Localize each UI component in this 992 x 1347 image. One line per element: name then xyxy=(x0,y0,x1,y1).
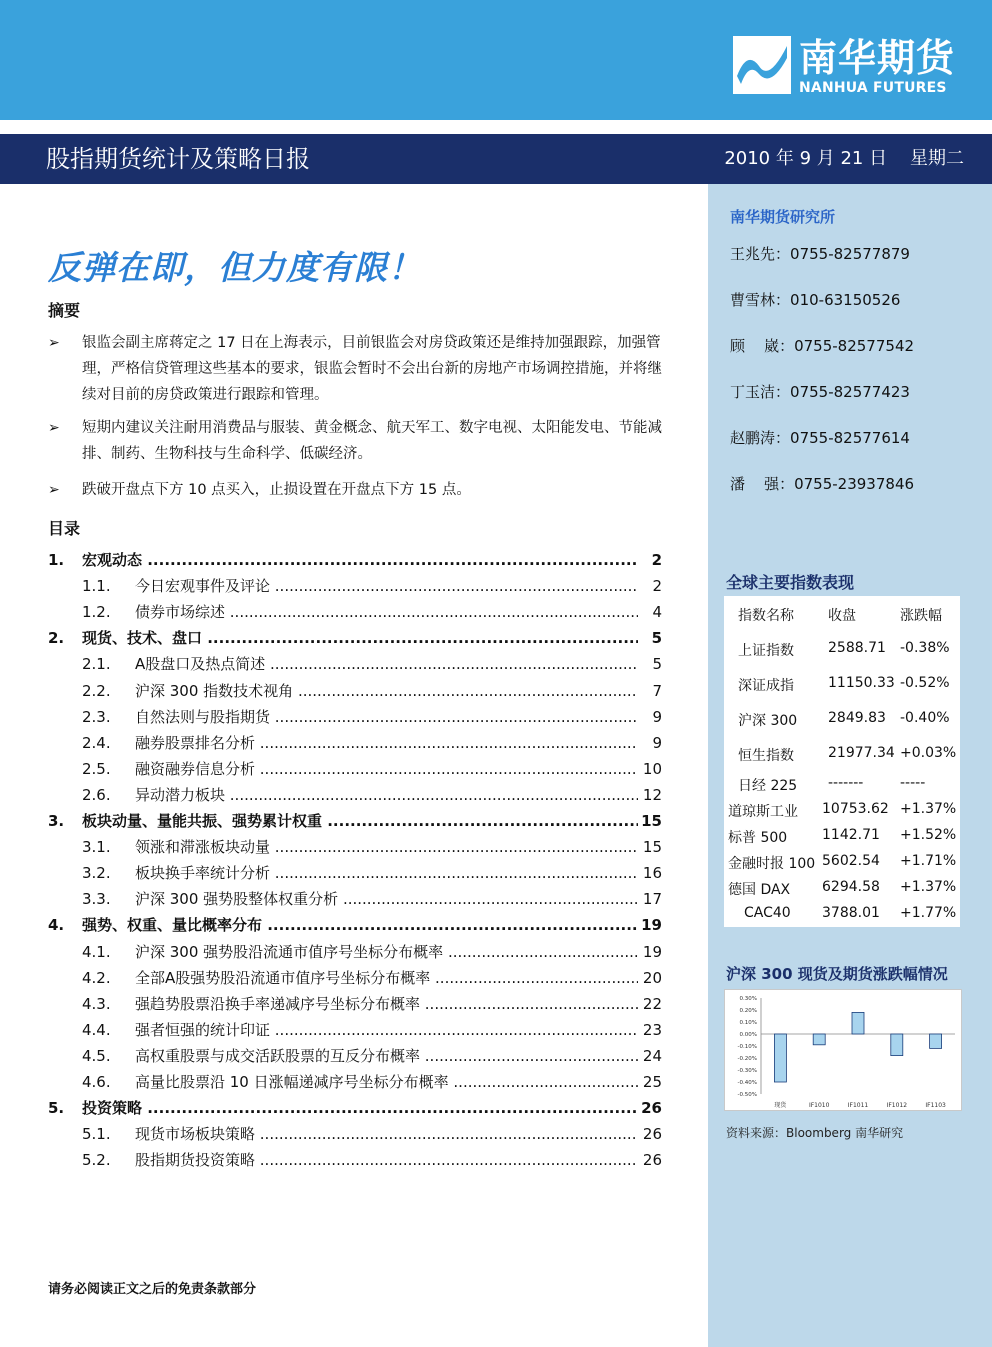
table-row xyxy=(724,797,960,823)
toc-title: 板块换手率统计分析 ..... xyxy=(135,861,638,885)
table-row xyxy=(724,823,960,849)
table-cell: -0.40% xyxy=(900,710,950,726)
nanhua-logo-icon xyxy=(733,36,791,94)
table-cell: -0.52% xyxy=(900,675,950,691)
toc-page-number: 15 xyxy=(641,835,662,859)
chart-bar xyxy=(891,1034,903,1056)
table-cell: 上证指数 xyxy=(738,643,794,659)
toc-entry[interactable] xyxy=(48,992,662,1016)
table-cell: 标普 500 xyxy=(728,830,788,846)
contact-phone: 0755-82577879 xyxy=(790,245,910,263)
toc-title: 融券股票排名分析 ..... xyxy=(135,731,638,755)
table-cell: +1.52% xyxy=(900,827,957,843)
table-cell: 2849.83 xyxy=(828,710,886,726)
chart-bar xyxy=(930,1034,942,1048)
contact-name: 丁玉洁 xyxy=(730,383,776,401)
contact-item: 赵鹏涛：0755-82577614 xyxy=(730,429,910,447)
toc-title: 强者恒强的统计印证 ..... xyxy=(135,1018,638,1042)
toc-entry[interactable] xyxy=(48,626,662,650)
toc-entry[interactable] xyxy=(48,600,662,624)
table-cell: 11150.33 xyxy=(828,675,895,691)
toc-number: 4.1. xyxy=(82,943,111,961)
table-cell: 1142.71 xyxy=(822,827,880,843)
institute-name: 南华期货研究所 xyxy=(730,208,836,226)
toc-entry[interactable] xyxy=(48,679,662,703)
toc-entry[interactable] xyxy=(48,1044,662,1068)
table-cell: 德国 DAX xyxy=(728,882,791,898)
global-index-title: 全球主要指数表现 xyxy=(726,573,855,592)
toc-number: 4. xyxy=(48,916,65,934)
summary-bullet xyxy=(48,330,668,408)
toc-entry[interactable] xyxy=(48,1122,662,1146)
disclaimer-note: 请务必阅读正文之后的免责条款部分 xyxy=(48,1282,257,1297)
toc-number: 3.1. xyxy=(82,838,111,856)
title-band xyxy=(0,134,992,184)
toc-title: 现货、技术、盘口 ..... xyxy=(82,626,638,650)
toc-page-number: 10 xyxy=(641,757,662,781)
toc-number: 4.2. xyxy=(82,969,111,987)
table-cell: ------- xyxy=(828,775,864,791)
toc-title: 投资策略 ..... xyxy=(82,1096,638,1120)
toc-number: 3. xyxy=(48,812,65,830)
toc-title: 现货市场板块策略 ..... xyxy=(135,1122,638,1146)
toc-title: 沪深 300 强势股沿流通市值序号坐标分布概率 ..... xyxy=(135,940,638,964)
toc-number: 5. xyxy=(48,1099,65,1117)
toc-entry[interactable] xyxy=(48,887,662,911)
toc-entry[interactable] xyxy=(48,783,662,807)
table-cell: +0.03% xyxy=(900,745,957,761)
toc-page-number: 19 xyxy=(639,913,662,937)
contact-name: 赵鹏涛 xyxy=(730,429,776,447)
table-row xyxy=(724,875,960,901)
contact-name: 顾 崴 xyxy=(730,337,780,355)
toc-title: 高量比股票沿 10 日涨幅递减序号坐标分布概率 ..... xyxy=(135,1070,638,1094)
toc-number: 1.1. xyxy=(82,577,111,595)
summary-bullet xyxy=(48,477,668,503)
chart-bar xyxy=(852,1012,864,1034)
toc-title: A股盘口及热点简述 ..... xyxy=(135,652,638,676)
toc-number: 4.3. xyxy=(82,995,111,1013)
contact-phone: 0755-82577423 xyxy=(790,383,910,401)
y-tick-label: -0.10% xyxy=(737,1044,757,1050)
toc-page-number: 9 xyxy=(650,731,662,755)
y-tick-label: 0.30% xyxy=(739,996,757,1002)
table-header-cell: 收盘 xyxy=(828,608,856,624)
table-cell: +1.37% xyxy=(900,801,957,817)
table-cell: +1.37% xyxy=(900,879,957,895)
table-header-row xyxy=(724,596,960,631)
summary-bullet xyxy=(48,415,668,467)
report-date: 2010 年 9 月 21 日 星期二 xyxy=(724,148,964,169)
toc-heading: 目录 xyxy=(48,519,81,538)
toc-page-number: 5 xyxy=(650,652,662,676)
toc-entry[interactable] xyxy=(48,1018,662,1042)
toc-title: 沪深 300 强势股整体权重分析 ..... xyxy=(135,887,638,911)
toc-entry[interactable] xyxy=(48,574,662,598)
table-cell: +1.71% xyxy=(900,853,957,869)
contact-item: 顾 崴：0755-82577542 xyxy=(730,337,915,355)
toc-entry[interactable] xyxy=(48,548,662,572)
table-cell: 道琼斯工业 xyxy=(728,804,798,820)
global-index-table xyxy=(724,596,960,927)
toc-title: 高权重股票与成交活跃股票的互反分布概率 ..... xyxy=(135,1044,638,1068)
toc-title: 领涨和滞涨板块动量 ..... xyxy=(135,835,638,859)
brand-name-en: NANHUA FUTURES xyxy=(799,80,947,96)
table-cell: -0.38% xyxy=(900,640,950,656)
toc-entry[interactable] xyxy=(48,1148,662,1172)
table-cell: 恒生指数 xyxy=(738,748,794,764)
bullet-text: 银监会副主席蒋定之 17 日在上海表示，目前银监会对房贷政策还是维持加强跟踪，加强管理，严格信贷管理这些基本的要求，银监会暂时不会出台新的房地产市场调控措施，并将继续对目前的房贷政策进行跟踪和管理。 xyxy=(82,335,662,403)
toc-title: 强势、权重、量比概率分布 ..... xyxy=(82,913,638,937)
table-row xyxy=(724,701,960,736)
toc-page-number: 25 xyxy=(641,1070,662,1094)
toc-page-number: 15 xyxy=(639,809,662,833)
y-tick-label: 0.10% xyxy=(739,1020,757,1026)
table-row xyxy=(724,771,960,797)
toc-page-number: 23 xyxy=(641,1018,662,1042)
header-band xyxy=(0,0,992,120)
x-tick-label: IF1010 xyxy=(808,1102,830,1109)
arrow-bullet-icon: ➢ xyxy=(48,420,60,436)
toc-title: 今日宏观事件及评论 ..... xyxy=(135,574,638,598)
toc-title: 股指期货投资策略 ..... xyxy=(135,1148,638,1172)
table-cell: 日经 225 xyxy=(738,778,798,794)
bullet-text: 短期内建议关注耐用消费品与服装、黄金概念、航天军工、数字电视、太阳能发电、节能减排、制药、生物科技与生命科学、低碳经济。 xyxy=(82,420,662,462)
toc-title: 板块动量、量能共振、强势累计权重 ..... xyxy=(82,809,638,833)
table-cell: 金融时报 100 xyxy=(728,856,816,872)
toc-title: 债券市场综述 ..... xyxy=(135,600,638,624)
headline: 反弹在即，但力度有限！ xyxy=(48,248,422,287)
contact-phone: 0755-23937846 xyxy=(794,475,915,493)
toc-number: 2.6. xyxy=(82,786,111,804)
table-cell: 5602.54 xyxy=(822,853,880,869)
y-tick-label: -0.50% xyxy=(737,1092,757,1098)
toc-page-number: 12 xyxy=(641,783,662,807)
table-cell: 2588.71 xyxy=(828,640,886,656)
toc-title: 沪深 300 指数技术视角 ..... xyxy=(135,679,638,703)
arrow-bullet-icon: ➢ xyxy=(48,482,60,498)
contact-item: 丁玉洁：0755-82577423 xyxy=(730,383,910,401)
toc-page-number: 9 xyxy=(650,705,662,729)
toc-number: 2. xyxy=(48,629,65,647)
toc-number: 5.1. xyxy=(82,1125,111,1143)
toc-entry[interactable] xyxy=(48,966,662,990)
toc-number: 4.5. xyxy=(82,1047,111,1065)
toc-page-number: 4 xyxy=(650,600,662,624)
toc-page-number: 26 xyxy=(641,1148,662,1172)
toc-entry[interactable] xyxy=(48,757,662,781)
toc-page-number: 19 xyxy=(641,940,662,964)
contact-name: 潘 强 xyxy=(730,475,780,493)
toc-entry[interactable] xyxy=(48,809,662,833)
contact-name: 王兆先 xyxy=(730,245,776,263)
toc-title: 异动潜力板块 ..... xyxy=(135,783,638,807)
toc-number: 1.2. xyxy=(82,603,111,621)
contact-phone: 0755-82577614 xyxy=(790,429,910,447)
toc-number: 2.1. xyxy=(82,655,111,673)
chart-container xyxy=(724,989,962,1111)
toc-entry[interactable] xyxy=(48,731,662,755)
contact-item: 曹雪林：010-63150526 xyxy=(730,291,901,309)
toc-number: 5.2. xyxy=(82,1151,111,1169)
table-cell: 6294.58 xyxy=(822,879,880,895)
contact-phone: 0755-82577542 xyxy=(794,337,915,355)
toc-entry[interactable] xyxy=(48,705,662,729)
table-header-cell: 指数名称 xyxy=(738,608,794,624)
table-cell: ----- xyxy=(900,775,926,791)
toc-number: 2.5. xyxy=(82,760,111,778)
toc-title: 全部A股强势股沿流通市值序号坐标分布概率 ..... xyxy=(135,966,638,990)
toc-title: 强趋势股票沿换手率递减序号坐标分布概率 ..... xyxy=(135,992,638,1016)
summary-heading: 摘要 xyxy=(48,301,81,320)
toc-number: 4.6. xyxy=(82,1073,111,1091)
toc-title: 宏观动态 ..... xyxy=(82,548,638,572)
toc-number: 3.3. xyxy=(82,890,111,908)
table-row xyxy=(724,736,960,771)
toc-number: 3.2. xyxy=(82,864,111,882)
x-tick-label: IF1012 xyxy=(886,1102,908,1109)
table-cell: 沪深 300 xyxy=(738,713,798,729)
toc-number: 2.2. xyxy=(82,682,111,700)
toc-page-number: 20 xyxy=(641,966,662,990)
chart-title: 沪深 300 现货及期货涨跌幅情况 xyxy=(726,965,948,983)
toc-page-number: 5 xyxy=(650,626,662,650)
table-cell: 21977.34 xyxy=(828,745,895,761)
x-tick-label: 现货 xyxy=(774,1102,787,1109)
table-cell: 深证成指 xyxy=(738,678,794,694)
table-row xyxy=(724,901,960,927)
arrow-bullet-icon: ➢ xyxy=(48,335,60,351)
bullet-text: 跌破开盘点下方 10 点买入，止损设置在开盘点下方 15 点。 xyxy=(82,482,471,498)
toc-entry[interactable] xyxy=(48,1070,662,1094)
toc-entry[interactable] xyxy=(48,835,662,859)
toc-title: 自然法则与股指期货 ..... xyxy=(135,705,638,729)
y-tick-label: 0.00% xyxy=(739,1032,757,1038)
table-cell: 3788.01 xyxy=(822,905,880,921)
brand-name-cn: 南华期货 xyxy=(799,36,956,80)
toc-entry[interactable] xyxy=(48,1096,662,1120)
toc-number: 1. xyxy=(48,551,65,569)
contact-phone: 010-63150526 xyxy=(790,291,901,309)
toc-page-number: 2 xyxy=(650,548,662,572)
toc-entry[interactable] xyxy=(48,652,662,676)
report-title: 股指期货统计及策略日报 xyxy=(46,145,310,173)
toc-page-number: 26 xyxy=(639,1096,662,1120)
table-row xyxy=(724,849,960,875)
x-tick-label: IF1011 xyxy=(847,1102,869,1109)
table-header-cell: 涨跌幅 xyxy=(900,608,942,624)
toc-entry[interactable] xyxy=(48,861,662,885)
table-cell: CAC40 xyxy=(744,905,791,921)
chart-bar xyxy=(774,1034,786,1082)
contact-name: 曹雪林 xyxy=(730,291,776,309)
chart-bar xyxy=(813,1034,825,1045)
y-tick-label: -0.30% xyxy=(737,1068,757,1074)
contact-item: 潘 强：0755-23937846 xyxy=(730,475,915,493)
table-cell: 10753.62 xyxy=(822,801,889,817)
toc-page-number: 2 xyxy=(650,574,662,598)
toc-title: 融资融券信息分析 ..... xyxy=(135,757,638,781)
toc-page-number: 26 xyxy=(641,1122,662,1146)
toc-page-number: 17 xyxy=(641,887,662,911)
toc-entry[interactable] xyxy=(48,913,662,937)
toc-number: 2.4. xyxy=(82,734,111,752)
toc-page-number: 16 xyxy=(641,861,662,885)
toc-entry[interactable] xyxy=(48,940,662,964)
toc-number: 4.4. xyxy=(82,1021,111,1039)
y-tick-label: -0.20% xyxy=(737,1056,757,1062)
contact-item: 王兆先：0755-82577879 xyxy=(730,245,910,263)
toc-page-number: 7 xyxy=(650,679,662,703)
x-tick-label: IF1103 xyxy=(925,1102,946,1109)
table-row xyxy=(724,666,960,701)
nanhua-logo xyxy=(733,36,973,98)
toc-page-number: 24 xyxy=(641,1044,662,1068)
data-source: 资料来源：Bloomberg 南华研究 xyxy=(726,1126,904,1140)
index-change-chart xyxy=(725,990,961,1110)
table-cell: +1.77% xyxy=(900,905,957,921)
y-tick-label: 0.20% xyxy=(739,1008,757,1014)
table-row xyxy=(724,631,960,666)
toc-page-number: 22 xyxy=(641,992,662,1016)
y-tick-label: -0.40% xyxy=(737,1080,757,1086)
toc-number: 2.3. xyxy=(82,708,111,726)
